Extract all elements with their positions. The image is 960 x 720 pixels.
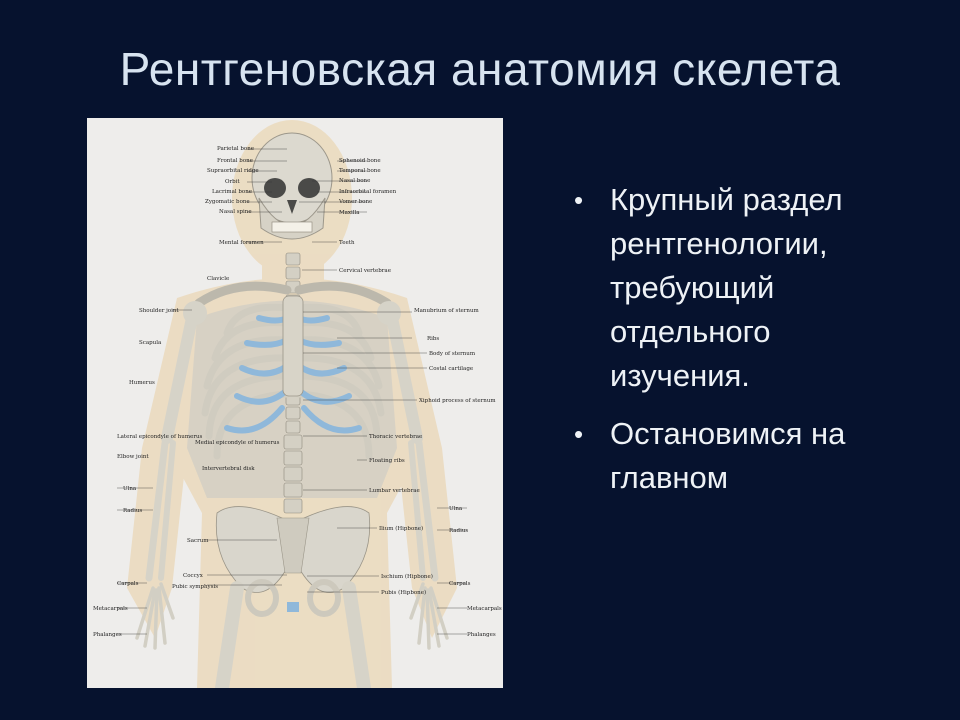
label-body-of-sternum: Body of sternum <box>429 351 476 357</box>
label-ulna-right: Ulna <box>449 506 463 512</box>
bullet-item <box>572 412 912 500</box>
label-parietal-bone: Parietal bone <box>217 146 255 152</box>
label-pubic-symphysis: Pubic symphysis <box>172 584 219 590</box>
label-ilium: Ilium (Hipbone) <box>379 526 424 532</box>
label-zygomatic-bone: Zygomatic bone <box>205 199 250 205</box>
label-phalanges-left: Phalanges <box>93 632 122 638</box>
label-shoulder-joint: Shoulder joint <box>139 308 179 314</box>
label-phalanges-right: Phalanges <box>467 632 496 638</box>
label-lacrimal-bone: Lacrimal bone <box>212 189 253 195</box>
skeleton-illustration <box>87 118 503 688</box>
label-intervertebral-disk: Intervertebral disk <box>202 466 255 472</box>
label-manubrium: Manubrium of sternum <box>414 308 479 314</box>
slide-title: Рентгеновская анатомия скелета <box>119 43 841 95</box>
label-sphenoid-bone: Sphenoid bone <box>339 158 381 164</box>
label-radius-left: Radius <box>123 508 143 514</box>
label-carpals-right: Carpals <box>449 581 471 587</box>
label-lumbar-vertebrae: Lumbar vertebrae <box>369 488 420 494</box>
bullet-list <box>572 178 912 514</box>
label-infraorbital-foramen: Infraorbital foramen <box>339 189 397 195</box>
skeleton-figure <box>87 118 503 688</box>
label-sacrum: Sacrum <box>187 538 209 544</box>
label-mental-foramen: Mental foramen <box>219 240 264 246</box>
label-ribs: Ribs <box>427 336 440 342</box>
label-floating-ribs: Floating ribs <box>369 458 405 464</box>
label-ischium: Ischium (Hipbone) <box>381 574 433 580</box>
label-cervical-vertebrae: Cervical vertebrae <box>339 268 391 274</box>
label-supraorbital-ridge: Supraorbital ridge <box>207 168 259 174</box>
label-medial-epicondyle: Medial epicondyle of humerus <box>195 440 280 446</box>
label-humerus: Humerus <box>129 380 155 386</box>
label-orbit: Orbit <box>225 179 240 185</box>
label-costal-cartilage: Costal cartilage <box>429 366 474 372</box>
label-temporal-bone: Temporal bone <box>339 168 381 174</box>
label-vomer-bone: Vomer bone <box>339 199 373 205</box>
label-teeth: Teeth <box>339 240 355 246</box>
label-nasal-spine: Nasal spine <box>219 209 252 215</box>
label-carpals-left: Carpals <box>117 581 139 587</box>
label-elbow-joint: Elbow joint <box>117 454 149 460</box>
label-coccyx: Coccyx <box>183 573 203 579</box>
label-metacarpals-right: Metacarpals <box>467 606 502 612</box>
label-pubis: Pubis (Hipbone) <box>381 590 427 596</box>
label-frontal-bone: Frontal bone <box>217 158 253 164</box>
label-lateral-epicondyle: Lateral epicondyle of humerus <box>117 434 203 440</box>
bullet-item <box>572 178 912 398</box>
label-maxilla: Maxilla <box>339 210 360 216</box>
label-metacarpals-left: Metacarpals <box>93 606 128 612</box>
label-radius-right: Radius <box>449 528 469 534</box>
label-scapula: Scapula <box>139 340 162 346</box>
label-clavicle: Clavicle <box>207 276 230 282</box>
bullet-text: Крупный раздел рентгенологии, требующий отдельного изучения. <box>610 182 843 393</box>
bullet-marker: • <box>574 185 584 215</box>
label-nasal-bone: Nasal bone <box>339 178 371 184</box>
bullet-text: Остановимся на главном <box>610 416 846 495</box>
label-thoracic-vertebrae: Thoracic vertebrae <box>369 434 423 440</box>
label-ulna-left: Ulna <box>123 486 137 492</box>
label-xiphoid-process: Xiphoid process of sternum <box>419 398 496 404</box>
bullet-marker: • <box>574 419 584 449</box>
